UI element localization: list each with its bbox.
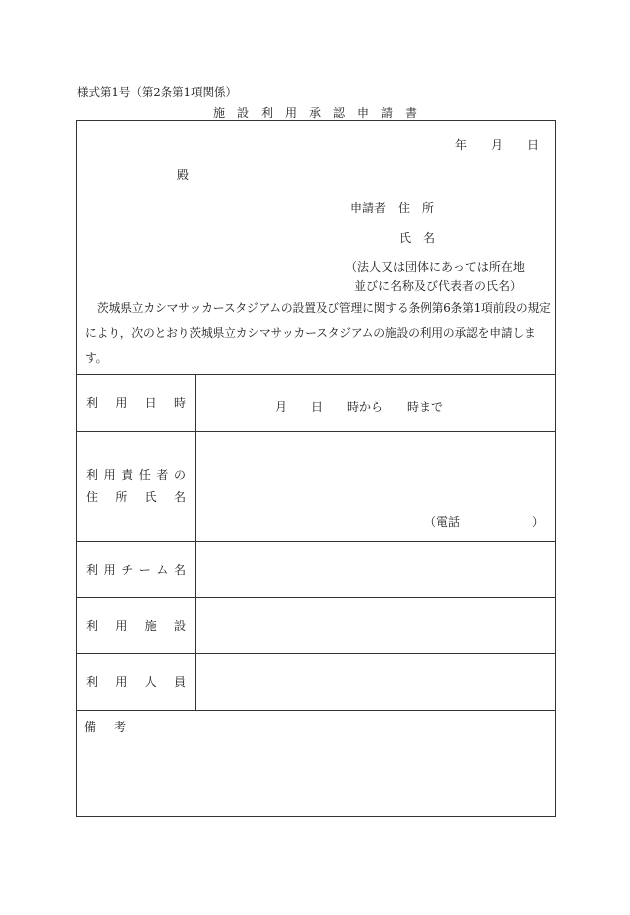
addressee-label: 殿: [177, 168, 190, 182]
label-column-divider: [195, 374, 196, 710]
facility-label-cell: [77, 597, 195, 653]
application-statement: 茨城県立カシマサッカースタジアムの設置及び管理に関する条例第6条第1項前段の規定により，次のとおり茨城県立カシマサッカースタジアムの施設の利用の承認を申請します。: [85, 301, 551, 365]
responsible-person-label-line2: 住所氏名: [86, 490, 186, 504]
application-form-frame: [76, 120, 556, 817]
remarks-label: 備考: [84, 720, 145, 734]
headcount-label-cell: [77, 653, 195, 710]
corporate-note-line2: 並びに名称及び代表者の氏名）: [354, 279, 523, 293]
usage-datetime-field[interactable]: 月 日 時から 時まで: [275, 400, 444, 414]
form-title: 施 設 利 用 承 認 申 請 書: [212, 106, 417, 120]
date-line: 年 月 日: [454, 138, 539, 152]
headcount-label: 利用人員: [86, 675, 186, 689]
usage-datetime-label: 利用日時: [86, 396, 186, 410]
applicant-address-label: 申請者 住 所: [350, 201, 435, 215]
form-number: 様式第1号（第2条第1項関係）: [77, 85, 237, 99]
team-name-label-cell: [77, 541, 195, 597]
responsible-person-label-cell: [77, 431, 195, 541]
phone-field[interactable]: （電話 ）: [424, 515, 545, 529]
usage-datetime-label-cell: [77, 374, 195, 431]
team-name-label: 利用チーム名: [86, 562, 186, 577]
applicant-name-label: 氏 名: [399, 231, 436, 245]
corporate-note-line1: （法人又は団体にあっては所在地: [345, 260, 525, 274]
divider-remarks: [77, 710, 555, 711]
facility-label: 利用施設: [86, 618, 186, 633]
responsible-person-label-line1: 利用責任者の: [86, 468, 186, 482]
